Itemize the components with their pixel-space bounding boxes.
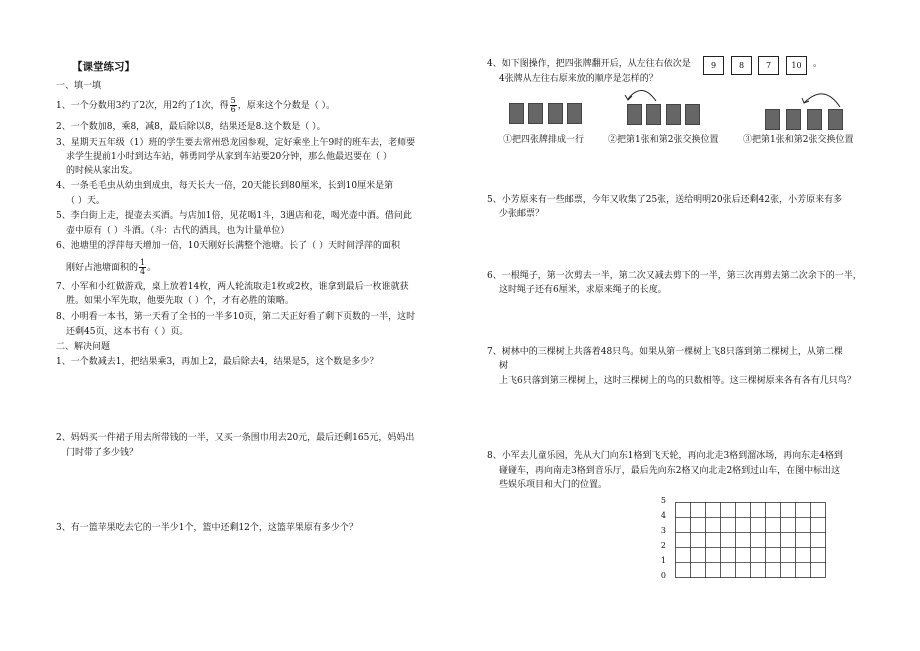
question-5-line-1: 5、李白街上走，提壶去买酒。与店加1倍，见花喝1斗，3遇店和花，喝光壶中酒。借问此 xyxy=(56,211,412,221)
question-2: 2、一个数加8，乘8，减8，最后除以8，结果还是8.这个数是（ ）。 xyxy=(56,122,326,132)
question-8-line-2: 还剩45页，这本书有（ ）页。 xyxy=(66,327,189,337)
face-down-card xyxy=(666,104,681,125)
question-5-line-2: 壶中原有（ ）斗酒。（斗：古代的酒具，也为计量单位） xyxy=(66,226,290,236)
r5-line-2: 少张邮票？ xyxy=(499,209,545,219)
grid-y-label: 4 xyxy=(660,511,666,520)
face-down-card xyxy=(509,103,524,124)
question-6-line-1: 6、池塘里的浮萍每天增加一倍，10天刚好长满整个池塘。长了（ ）天时间浮萍的面积 xyxy=(56,241,401,251)
r6-line-1: 6、一根绳子，第一次剪去一半，第二次又减去剪下的一半，第三次再剪去第二次余下的一半， xyxy=(487,271,862,281)
section-fill-title: 一、填一填 xyxy=(56,81,102,91)
q6-frac-num: 1 xyxy=(140,258,146,267)
face-down-card xyxy=(627,104,642,125)
r5-line-1: 5、小芳原来有一些邮票，今年又收集了25张，送给明明20张后还剩42张，小芳原来有多 xyxy=(487,195,843,205)
face-down-card xyxy=(807,109,822,130)
face-down-card xyxy=(646,104,661,125)
grid-y-label: 2 xyxy=(660,541,666,550)
question-6-line-2 xyxy=(66,259,156,276)
swap-arrow-icon xyxy=(800,87,844,109)
q1-text-b: ，原来这个分数是（ ）。 xyxy=(237,101,336,111)
swap-arrow-icon xyxy=(622,83,662,103)
question-7-line-1: 7、小军和小红做游戏，桌上放着14枚，两人轮流取走1枚或2枚，谁拿到最后一枚谁就获 xyxy=(56,282,409,292)
r8-line-3: 些娱乐项目和大门的位置。 xyxy=(499,480,608,490)
page-heading: 【课堂练习】 xyxy=(72,61,135,73)
question-1 xyxy=(56,97,335,114)
revealed-card-4: 10 xyxy=(786,56,807,75)
r7-line-3: 上飞6只落到第三棵树上，这时三棵树上的鸟的只数相等。这三棵树原来各有各有几只鸟？ xyxy=(499,376,856,386)
r6-line-2: 这时绳子还有6厘米，求原来绳子的长度。 xyxy=(499,285,667,295)
section-solve-title: 二、解决问题 xyxy=(56,342,111,352)
q1-frac-num: 5 xyxy=(230,96,236,105)
question-8-line-1: 8、小明看一本书，第一天看了全书的一半多10页，第二天正好看了剩下页数的一半，这时 xyxy=(56,312,416,322)
face-down-card xyxy=(567,103,582,124)
q6-text-b: 。 xyxy=(147,263,157,273)
problem-1: 1、一个数减去1，把结果乘3，再加上2，最后除去4，结果是5，这个数是多少？ xyxy=(56,357,379,367)
problem-2-line-2: 门时带了多少钱？ xyxy=(66,448,139,458)
q1-fraction xyxy=(230,97,237,114)
grid-y-label: 3 xyxy=(660,526,666,535)
question-3-line-2: 求学生提前1小时到达车站，韩勇同学从家到车站要20分钟，那么他最迟要在（ ） xyxy=(66,152,393,162)
revealed-card-1: 9 xyxy=(703,56,724,75)
revealed-card-2: 8 xyxy=(731,56,752,75)
r7-line-2: 树 xyxy=(499,361,509,371)
r4-line-1: 4、如下图操作，把四张牌翻开后，从左往右依次是 xyxy=(487,59,691,69)
coordinate-grid xyxy=(675,502,827,579)
r7-line-1: 7、树林中的三棵树上共落着48只鸟。如果从第一棵树上飞8只落到第二棵树上，从第二棵 xyxy=(487,347,843,357)
problem-3: 3、有一篮苹果吃去它的一半少1个，篮中还剩12个，这篮苹果原有多少个？ xyxy=(56,523,358,533)
question-7-line-2: 胜。如果小军先取，他要先取（ ）个，才有必胜的策略。 xyxy=(66,296,294,306)
q1-text-a: 1、一个分数用3约了2次，用2约了1次，得 xyxy=(56,101,229,111)
face-down-card xyxy=(548,103,563,124)
grid-y-label: 0 xyxy=(660,571,666,580)
q1-frac-den: 6 xyxy=(230,105,236,114)
face-down-card xyxy=(528,103,543,124)
question-3-line-3: 的时候从家出发。 xyxy=(66,166,139,176)
question-4-line-1: 4、一条毛毛虫从幼虫到成虫，每天长大一倍，20天能长到80厘米，长到10厘米是第 xyxy=(56,181,394,191)
q6-fraction xyxy=(139,259,146,276)
r8-line-2: 碰碰车，再向南走3格到音乐厅，最后先向东2格又向北走2格到过山车，在图中标出这 xyxy=(499,466,841,476)
r4-line-2: 4张牌从左往右原来放的顺序是怎样的？ xyxy=(499,74,658,84)
figure-caption-1: ①把四张牌排成一行 xyxy=(503,135,585,145)
face-down-card xyxy=(786,109,801,130)
question-4-line-2: （ ）天。 xyxy=(66,196,105,206)
face-down-card xyxy=(685,104,700,125)
revealed-card-3: 7 xyxy=(758,56,779,75)
r4-dot: 。 xyxy=(813,59,823,69)
question-3-line-1: 3、星期天五年级（1）班的学生要去常州恐龙园参观，定好乘坐上午9时的班车去，老师要 xyxy=(56,138,416,148)
figure-caption-3: ③把第1张和第2张交换位置 xyxy=(743,135,854,145)
grid-y-label: 5 xyxy=(660,496,666,505)
problem-2-line-1: 2、妈妈买一件裙子用去所带钱的一半，又买一条围巾用去20元，最后还剩165元，妈妈出 xyxy=(56,433,415,443)
face-down-card xyxy=(828,109,843,130)
q6-text-a: 刚好占池塘面积的 xyxy=(66,263,139,273)
grid-y-label: 1 xyxy=(660,556,666,565)
q6-frac-den: 4 xyxy=(140,267,146,276)
r8-line-1: 8、小军去儿童乐园，先从大门向东1格到飞天轮，再向北走3格到溜冰场，再向东走4格到 xyxy=(487,451,843,461)
figure-caption-2: ②把第1张和第2张交换位置 xyxy=(608,135,719,145)
face-down-card xyxy=(765,109,780,130)
